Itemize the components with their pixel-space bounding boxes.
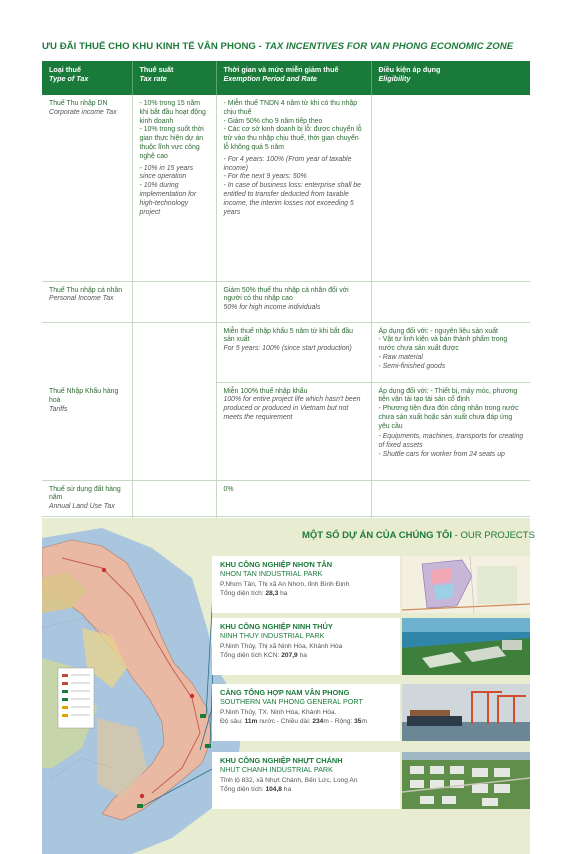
cell-rate-corporate: - 10% trong 15 năm khi bắt đầu hoạt động kinh doanh - 10% trong suốt thời gian thực hiện dự án thuộc lĩnh vực công nghệ cao - 10% in 15 years since operation - 10% during implementation for high-technology project xyxy=(132,95,216,281)
cell-type-land-use: Thuế sử dụng đất hàng năm Annual Land Use Tax xyxy=(42,480,132,516)
table-row-land-use-tax xyxy=(42,480,530,516)
project-site-plan-image xyxy=(402,556,530,613)
project-name-en: NHON TAN INDUSTRIAL PARK xyxy=(220,569,323,578)
project-info xyxy=(212,684,400,741)
header-eligibility: Điều kiện áp dụng Eligibility xyxy=(371,61,530,95)
cell-type-tariffs: Thuế Nhập Khẩu hàng hoá Tariffs xyxy=(42,322,132,480)
project-address: Tỉnh lộ 832, xã Nhựt Chánh, Bến Lức, Long An xyxy=(220,777,358,784)
cell-eligibility-personal xyxy=(371,281,530,322)
cell-rate-personal xyxy=(132,281,216,322)
tax-incentive-table xyxy=(42,61,535,562)
project-address: P.Ninh Thủy, TX. Ninh Hòa, Khánh Hòa. xyxy=(220,709,337,716)
cell-eligibility-corporate xyxy=(371,95,530,281)
page-title-vi: ƯU ĐÃI THUẾ CHO KHU KINH TẾ VÂN PHONG xyxy=(42,41,256,52)
table-row-corporate-income-tax xyxy=(42,95,530,281)
header-exemption: Thời gian và mức miễn giảm thuế Exemption Period and Rate xyxy=(216,61,371,95)
cell-exemption-tariffs-a: Miễn thuế nhập khẩu 5 năm từ khi bắt đầu sản xuất For 5 years: 100% (since start production) xyxy=(216,322,371,382)
project-info xyxy=(212,752,400,809)
cell-rate-land-use xyxy=(132,480,216,516)
project-aerial-render-image xyxy=(402,752,530,809)
project-area: Tổng diện tích: 28,3 ha xyxy=(220,589,288,597)
cell-rate-tariffs xyxy=(132,322,216,480)
page-title-separator: - xyxy=(255,41,265,52)
project-card-nhut-chanh xyxy=(212,752,530,809)
table-header-row xyxy=(42,61,530,95)
project-dimensions: Độ sâu: 11m nước - Chiều dài: 234m - Rộng: 35m xyxy=(220,717,367,725)
cell-type-corporate: Thuế Thu nhập DN Corporate income Tax xyxy=(42,95,132,281)
project-port-cranes-image xyxy=(402,684,530,741)
project-address: P.Nhơn Tân, Thị xã An Nhơn, tỉnh Bình Định xyxy=(220,581,350,588)
project-name-vi: KHU CÔNG NGHIỆP NINH THỦY xyxy=(220,622,333,631)
project-name-en: SOUTHERN VAN PHONG GENERAL PORT xyxy=(220,697,363,706)
project-name-vi: KHU CÔNG NGHIỆP NHƠN TÂN xyxy=(220,560,333,569)
project-name-en: NHUT CHANH INDUSTRIAL PARK xyxy=(220,765,333,774)
project-area: Tổng diện tích: 104,8 ha xyxy=(220,785,292,793)
project-card-ninh-thuy xyxy=(212,618,530,675)
projects-section-title: MỘT SỐ DỰ ÁN CỦA CHÚNG TÔI - OUR PROJECTS xyxy=(302,530,535,541)
project-aerial-render-image xyxy=(402,618,530,675)
project-card-nam-van-phong-port xyxy=(212,684,530,741)
page-title-en: TAX INCENTIVES FOR VAN PHONG ECONOMIC ZONE xyxy=(264,41,514,52)
project-name-vi: CẢNG TỔNG HỢP NAM VÂN PHONG xyxy=(220,688,350,697)
project-info xyxy=(212,556,400,613)
table-row-tariffs-a xyxy=(42,322,530,382)
cell-exemption-corporate: - Miễn thuế TNDN 4 năm từ khi có thu nhập chịu thuế - Giảm 50% cho 9 năm tiếp theo - Các cơ sở kinh doanh bị lỗ: được chuyển lỗ trừ vào thu nhập chịu thuế, thời gian chuyển lỗ không quá 5 năm - For 4 years: 100% (From year of taxable income) - For the next 9 years: 50% - In case of business loss: enterprise shall be entitled to transfer deducted from taxable income, the interim losses not exceeding 5 years xyxy=(216,95,371,281)
projects-panel xyxy=(42,518,535,854)
project-area: Tổng diện tích KCN: 207,9 ha xyxy=(220,651,307,659)
header-tax-rate: Thuế suất Tax rate xyxy=(132,61,216,95)
cell-exemption-land-use: 0% xyxy=(216,480,371,516)
project-card-nhon-tan xyxy=(212,556,530,613)
cell-exemption-tariffs-b: Miễn 100% thuế nhập khẩu 100% for entire project life which hasn't been produced or produced in Vietnam but not meets the requirement xyxy=(216,382,371,480)
cell-eligibility-tariffs-b: Áp dụng đối với: - Thiết bị, máy móc, phương tiện vận tải tạo tài sản cố định - Phương tiện đưa đón công nhân trong nước chưa sản xuất hoặc sản xuất chưa đáp ứng yêu cầu - Equipments, machines, transports for creating of fixed assets - Shuttle cars for worker from 24 seats up xyxy=(371,382,530,480)
table-row-personal-income-tax xyxy=(42,281,530,322)
cell-exemption-personal: Giảm 50% thuế thu nhập cá nhân đối với người có thu nhập cao 50% for high income individuals xyxy=(216,281,371,322)
project-address: P.Ninh Thủy, Thị xã Ninh Hòa, Khánh Hòa xyxy=(220,643,343,650)
header-type-of-tax: Loại thuế Type of Tax xyxy=(42,61,132,95)
project-name-en: NINH THUY INDUSTRIAL PARK xyxy=(220,631,325,640)
page-title xyxy=(42,41,542,52)
cell-eligibility-land-use xyxy=(371,480,530,516)
cell-eligibility-tariffs-a: Áp dụng đối với: - nguyên liệu sản xuất - Vật tư linh kiện và bán thành phẩm trong nước chưa sản xuất được - Raw material - Semi-finished goods xyxy=(371,322,530,382)
project-info xyxy=(212,618,400,675)
project-name-vi: KHU CÔNG NGHIỆP NHỰT CHÁNH xyxy=(220,756,343,765)
cell-type-personal: Thuế Thu nhập cá nhân Personal Income Tax xyxy=(42,281,132,322)
